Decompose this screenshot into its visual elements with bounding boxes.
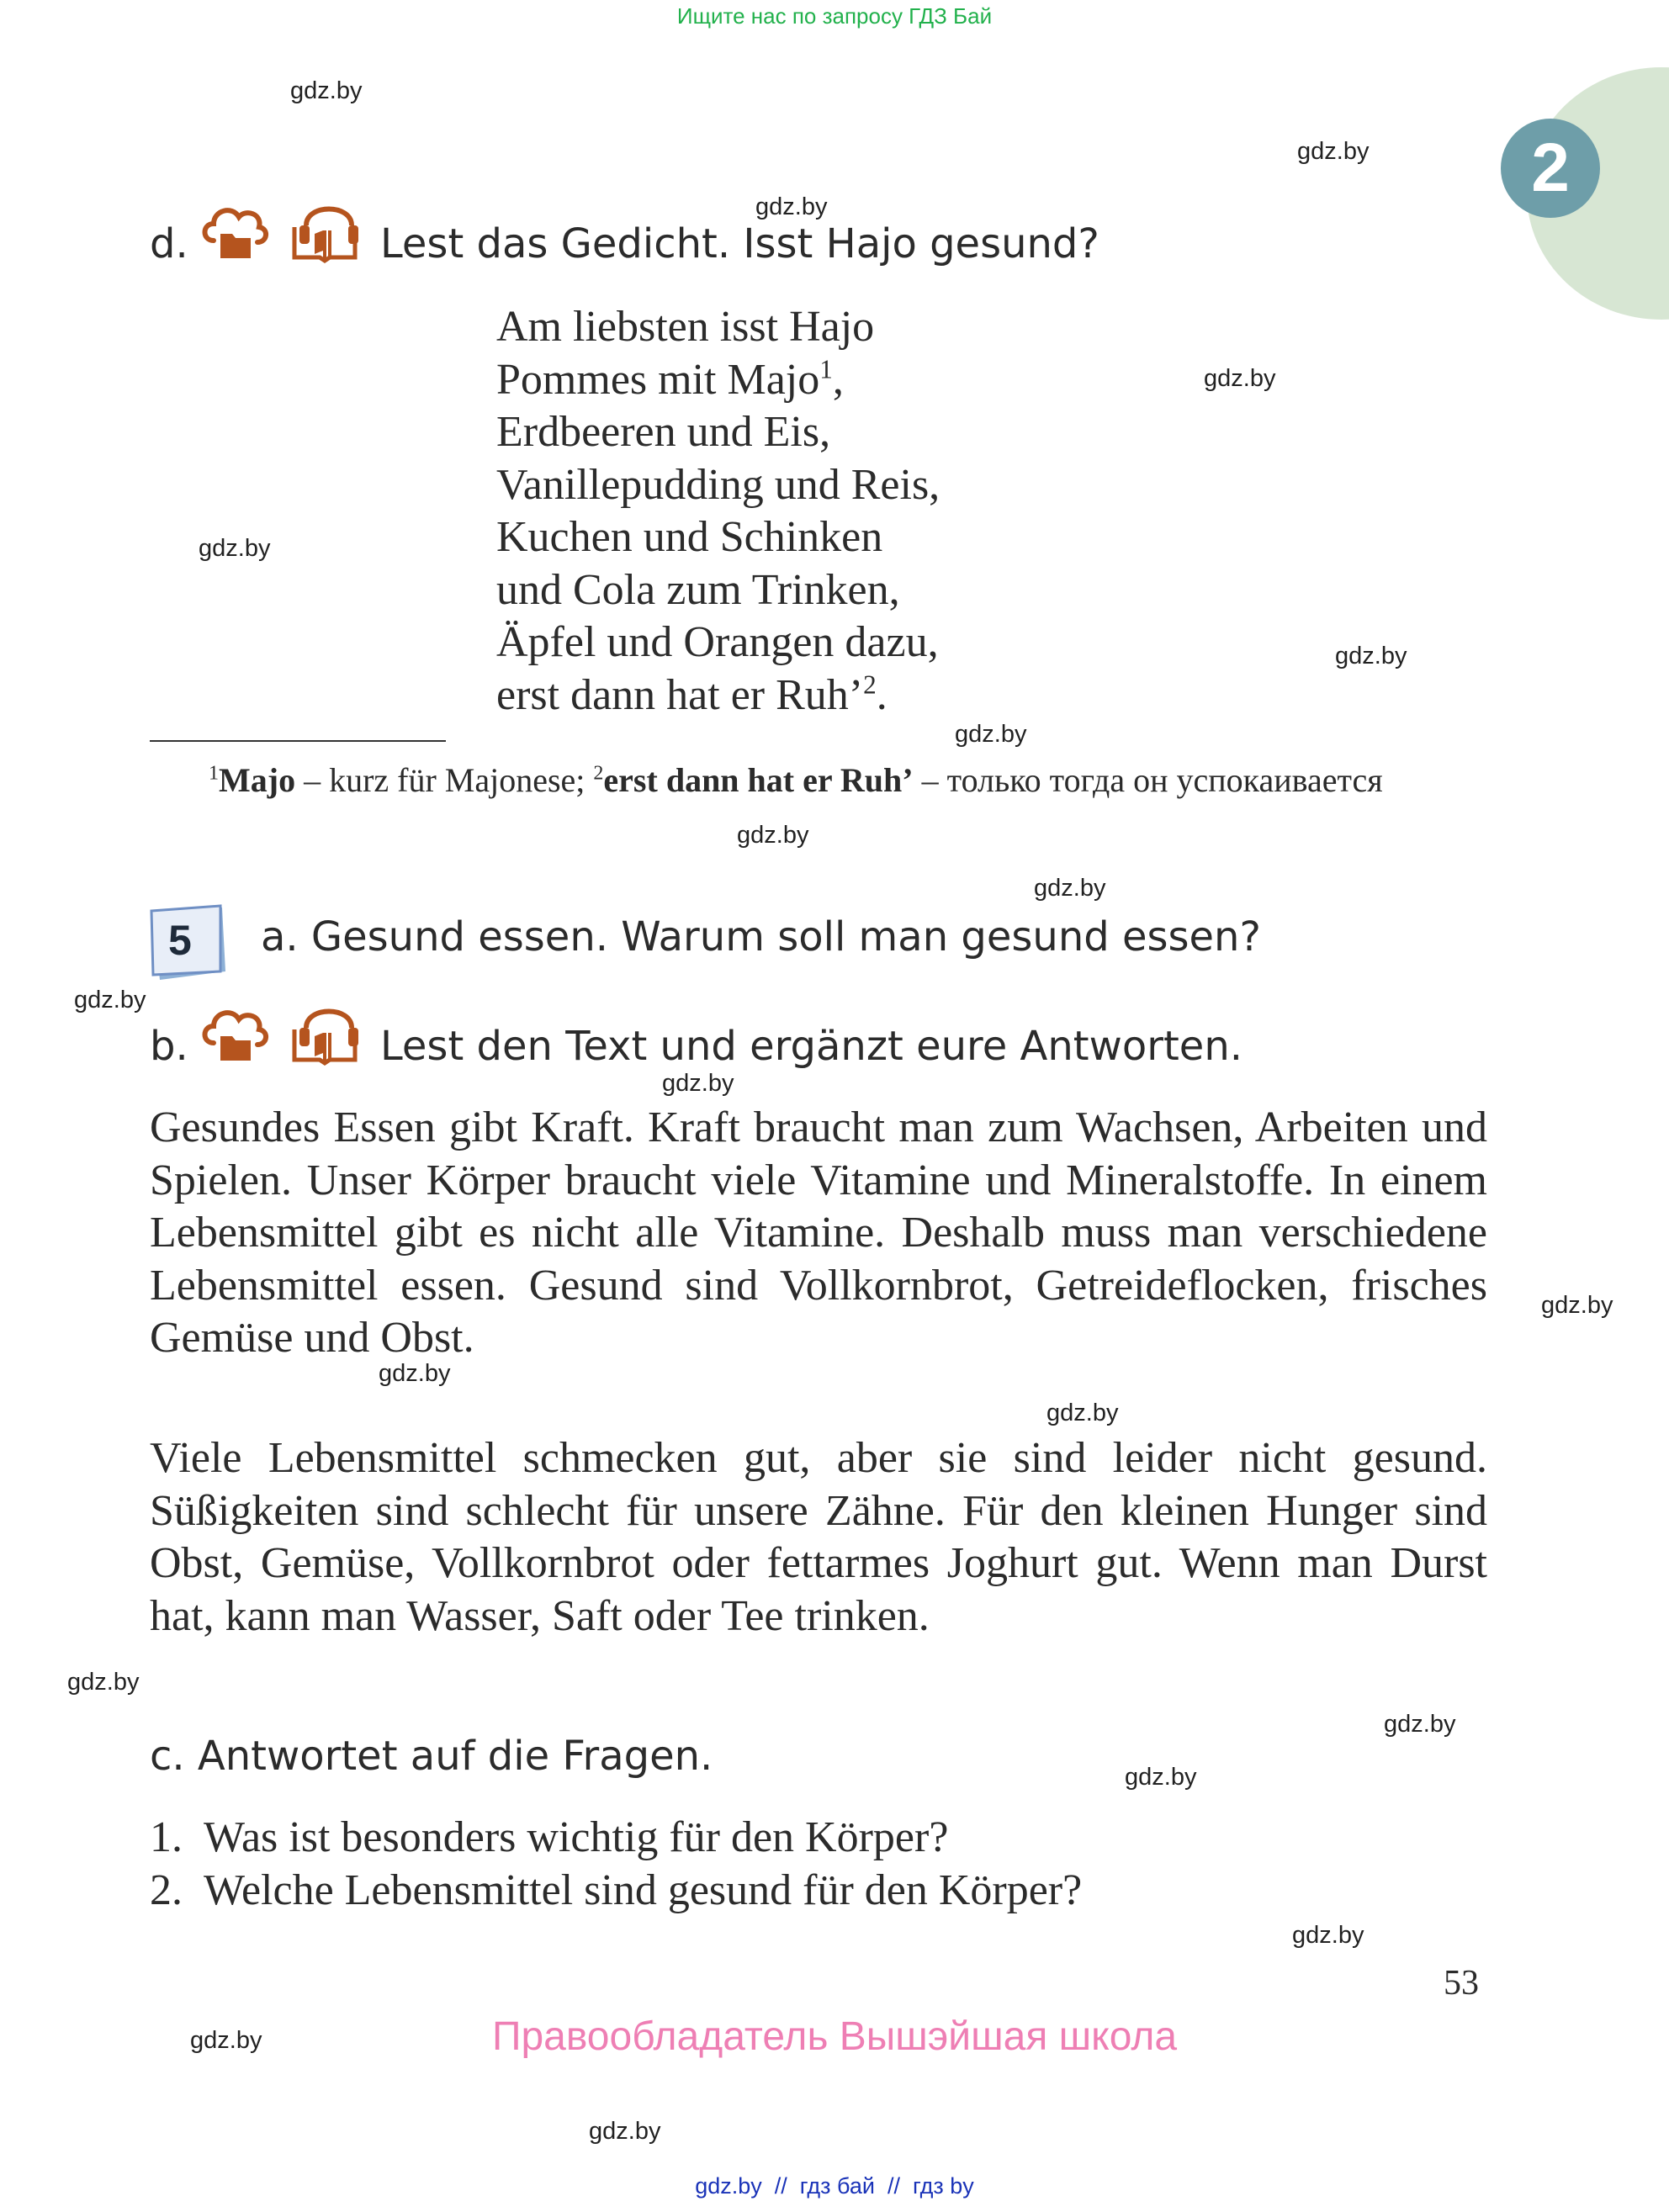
task-d-instruction: Lest das Gedicht. Isst Hajo gesund? xyxy=(380,220,1099,267)
task-5c-instruction: c. Antwortet auf die Fragen. xyxy=(150,1733,713,1780)
footnote-ref[interactable]: 2 xyxy=(863,669,877,700)
watermark: gdz.by xyxy=(1384,1711,1456,1738)
question-item: 1. Was ist besonders wichtig für den Körper? xyxy=(150,1813,949,1861)
footnote-ref[interactable]: 1 xyxy=(819,354,833,384)
footnote: $^1$Majo – kurz für Majonese; $^2$erst dann hat er Ruh’ – только тогда он успокаивается xyxy=(209,761,1383,799)
page-number: 53 xyxy=(1444,1964,1479,2003)
watermark: gdz.by xyxy=(755,193,828,220)
reading-text-paragraph-1: Gesundes Essen gibt Kraft. Kraft braucht man zum Wachsen, Arbeiten und Spielen. Unser Körper braucht viele Vitamine und Mineralstoffe. In einem Lebensmittel gibt es nicht alle Vitamine. Deshalb muss man verschiedene Lebensmittel essen. Gesund sind Vollkornbrot, Getreideflocken, frisches Gemüse und Obst. xyxy=(150,1103,1487,1362)
bottom-links[interactable]: gdz.by // гдз бай // гдз by xyxy=(695,2173,974,2199)
watermark: gdz.by xyxy=(1335,643,1407,669)
watermark: gdz.by xyxy=(589,2118,661,2145)
task-number: 5 xyxy=(168,917,192,964)
watermark: gdz.by xyxy=(737,822,809,849)
watermark: gdz.by xyxy=(662,1070,734,1097)
watermark: gdz.by xyxy=(1292,1922,1364,1949)
poem-line: Kuchen und Schinken xyxy=(496,513,883,561)
watermark: gdz.by xyxy=(1541,1292,1613,1319)
watermark: gdz.by xyxy=(1046,1400,1119,1426)
watermark: gdz.by xyxy=(190,2027,262,2054)
poem xyxy=(496,301,940,722)
task-5b-letter: b. xyxy=(150,1023,188,1070)
footnote-divider xyxy=(150,740,446,742)
watermark: gdz.by xyxy=(199,535,271,562)
questions-list xyxy=(150,1812,1082,1917)
watermark: gdz.by xyxy=(955,721,1027,748)
watermark: gdz.by xyxy=(1125,1764,1197,1791)
question-item: 2. Welche Lebensmittel sind gesund für den Körper? xyxy=(150,1865,1083,1914)
task-5b-instruction: Lest den Text und ergänzt eure Antworten. xyxy=(380,1023,1242,1070)
watermark: gdz.by xyxy=(1297,138,1370,165)
audio-book-icon[interactable] xyxy=(289,999,368,1066)
watermark: gdz.by xyxy=(379,1360,451,1387)
poem-line: Am liebsten isst Hajo xyxy=(496,303,875,351)
cloud-folder-icon[interactable] xyxy=(199,1003,271,1065)
poem-line: Erdbeeren und Eis, xyxy=(496,408,831,456)
reading-text-paragraph-2: Viele Lebensmittel schmecken gut, aber sie sind leider nicht gesund. Süßigkeiten sind schlecht für unsere Zähne. Für den kleinen Hunger sind Obst, Gemüse, Vollkornbrot oder fettarmes Joghurt gut. Wenn man Durst hat, kann man Wasser, Saft oder Tee trinken. xyxy=(150,1434,1487,1640)
poem-line: Pommes mit Majo$^1$, xyxy=(496,354,844,404)
watermark: gdz.by xyxy=(1034,875,1106,902)
poem-line: erst dann hat er Ruh’$^2$. xyxy=(496,669,887,719)
poem-line: Äpfel und Orangen dazu, xyxy=(496,618,939,666)
watermark: gdz.by xyxy=(1204,365,1276,392)
chapter-number-badge: 2 xyxy=(1501,119,1600,218)
watermark: gdz.by xyxy=(290,77,363,104)
rights-holder-notice: Правообладатель Вышэйшая школа xyxy=(491,2014,1178,2059)
poem-line: und Cola zum Trinken, xyxy=(496,565,900,614)
task-number-badge xyxy=(150,904,230,982)
audio-book-icon[interactable] xyxy=(289,197,368,264)
poem-line: Vanillepudding und Reis, xyxy=(496,460,940,509)
task-5a-instruction: a. Gesund essen. Warum soll man gesund essen? xyxy=(261,913,1261,960)
watermark: gdz.by xyxy=(74,987,146,1013)
top-banner[interactable]: Ищите нас по запросу ГДЗ Бай xyxy=(676,3,993,29)
task-d-letter: d. xyxy=(150,220,188,267)
watermark: gdz.by xyxy=(67,1669,140,1696)
cloud-folder-icon[interactable] xyxy=(199,200,271,262)
